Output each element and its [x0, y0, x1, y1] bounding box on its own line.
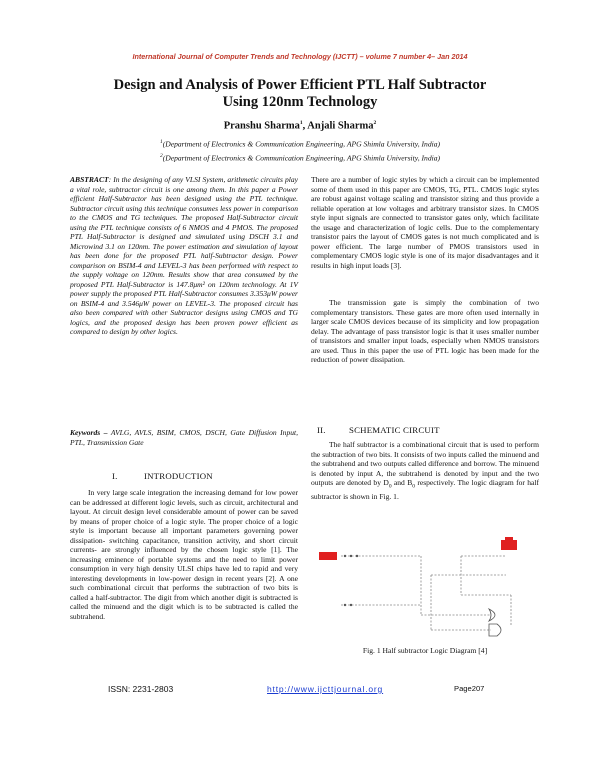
- page-number: Page207: [454, 684, 485, 693]
- schematic-heading: [317, 425, 440, 435]
- transmission-gate-paragraph: The transmission gate is simply the combination of two complementary transistors. These gates are more often used internally in larger scale CMOS devices because of its simplicity and low propagation delay. The advantage of pass transistor logic is that it uses smaller number of transistors and smaller input loads, especially when NMOS transistors are used. Thus in this paper the use of PTL logic has been made for the reduction of power dissipation.: [311, 298, 539, 364]
- schematic-sub-d: 0: [388, 483, 392, 490]
- schematic-sub-b: 0: [412, 483, 415, 490]
- affil-2-text: (Department of Electronics & Communication Engineering, APG Shimla University, India): [162, 153, 441, 163]
- authors: [0, 120, 600, 132]
- right-column-paragraph-2: [311, 298, 539, 365]
- schematic-heading-num: II.: [317, 425, 326, 435]
- affiliation-1: [0, 139, 600, 149]
- schematic-heading-text: SCHEMATIC CIRCUIT: [349, 425, 440, 435]
- intro-heading-num: I.: [112, 471, 118, 481]
- schematic-text-b: and B: [391, 478, 413, 487]
- keywords: [70, 428, 298, 447]
- abstract-text: : In the designing of any VLSI System, arithmetic circuits play a vital role, subtractor circuit is one among them. In this paper a Power efficient Half-Subtractor has been designed using the PTL technique. Subtractor circuit using this technique consumes less power in comparison to the CMOS and TG techniques. The proposed Half-Subtractor circuit using the PTL technique consists of 6 NMOS and 4 PMOS. The proposed PTL Half-Subtractor is designed and simulated using DSCH 3.1 and Microwind 3.1 on 120nm. The power estimation and simulation of layout has been done for the proposed PTL half-Subtractor design. Power comparison on BSIM-4 and LEVEL-3 has been performed with respect to the supply voltage on 120nm. Results show that area consumed by the proposed PTL Half-Subtractor is 147.8μm² on 120nm technology. At 1V power supply the proposed PTL Half-Subtractor consumes 3.353μW power on BSIM-4 and 3.546μW power on LEVEL-3. The proposed circuit has also been compared with other Subtractor designs using CMOS and TG logics, and the proposed design has been proven power efficient as compared to design by other logics.: [70, 175, 298, 336]
- title-line-2: Using 120nm Technology: [222, 94, 378, 110]
- page-footer: [0, 684, 600, 696]
- input-a-indicator: [319, 552, 337, 560]
- figure-caption: Fig. 1 Half subtractor Logic Diagram [4]: [362, 646, 488, 655]
- author-2: Anjali Sharma: [307, 120, 374, 132]
- schematic-paragraph: [311, 440, 539, 502]
- author-sep: ,: [302, 120, 308, 132]
- logic-styles-paragraph: There are a number of logic styles by which a circuit can be implemented some of them used in this paper are CMOS, TG, PTL. CMOS logic styles are robust against voltage scaling and transistor sizing and thus provide a reliable operation at low voltages and arbitrary transistor sizes. In CMOS style input signals are connected to transistor gates only, which facilitate the usage and characterization of logic cells. Due to the complementary transistor pairs the layout of CMOS gates is not much complicated and is power efficient. The large number of PMOS transistors used in complementary CMOS logic style is one of its major disadvantages and it results in high input loads [3].: [311, 175, 539, 270]
- logic-diagram-svg: [311, 535, 539, 645]
- intro-body: [70, 488, 298, 621]
- affiliation-2: [0, 153, 600, 163]
- affil-1-text: (Department of Electronics & Communication Engineering, APG Shimla University, India): [162, 139, 441, 149]
- schematic-body: [311, 440, 539, 502]
- journal-link[interactable]: http://www.ijcttjournal.org: [267, 684, 384, 694]
- intro-heading-text: INTRODUCTION: [144, 471, 213, 481]
- schematic-text-c: respectively. The logic diagram for half subtractor is shown in Fig. 1.: [311, 478, 539, 501]
- author-1-sup: 1: [299, 120, 303, 126]
- author-2-sup: 2: [373, 120, 377, 126]
- half-subtractor-diagram: [311, 535, 539, 645]
- affil-2-sup: 2: [159, 153, 163, 159]
- schematic-text-a: The half subtractor is a combinational circuit that is used to perform the subtraction of two bits. It consists of two inputs called the minuend and the subtrahend and two outputs called difference and borrow. The minuend is denoted by input A, the subtrahend is denoted by input and the two outputs are denoted by D: [311, 440, 539, 487]
- intro-heading: [112, 471, 213, 481]
- affil-1-sup: 1: [159, 139, 163, 145]
- abstract: [70, 175, 298, 337]
- journal-header: International Journal of Computer Trends and Technology (IJCTT) – volume 7 number 4– Jan 2014: [132, 52, 468, 61]
- keywords-label: Keywords –: [70, 428, 108, 437]
- right-column-paragraph-1: [311, 175, 539, 270]
- abstract-label: ABSTRACT: [70, 175, 109, 184]
- output-indicator: [501, 540, 517, 550]
- title-line-1: Design and Analysis of Power Efficient PTL Half Subtractor: [113, 77, 487, 93]
- intro-paragraph: In very large scale integration the increasing demand for low power can be addressed at different logic levels, such as circuit, architectural and layout. At circuit design level considerable amount of power can be saved by means of proper choice of a logic style. The proper choice of a logic style is important because all important parameters governing power dissipation- switching capacitance, transition activity, and short circuit currents- are strongly influenced by the chosen logic style [1]. The increasing eminence of portable systems and the need to limit power consumption in very high density ULSI chips have led to rapid and very interesting developments in low-power design in recent years [2]. A one such combinational circuit that performs the subtraction of two bits is called a half-subtractor. The digit from which another digit is subtracted is called the minuend and the digit which is to be subtracted is called the subtrahend.: [70, 488, 298, 621]
- paper-title: [60, 77, 540, 111]
- issn: ISSN: 2231-2803: [108, 684, 174, 694]
- author-1: Pranshu Sharma: [223, 120, 300, 132]
- keywords-text: AVLG, AVLS, BSIM, CMOS, DSCH, Gate Diffusion Input, PTL, Transmission Gate: [70, 428, 298, 447]
